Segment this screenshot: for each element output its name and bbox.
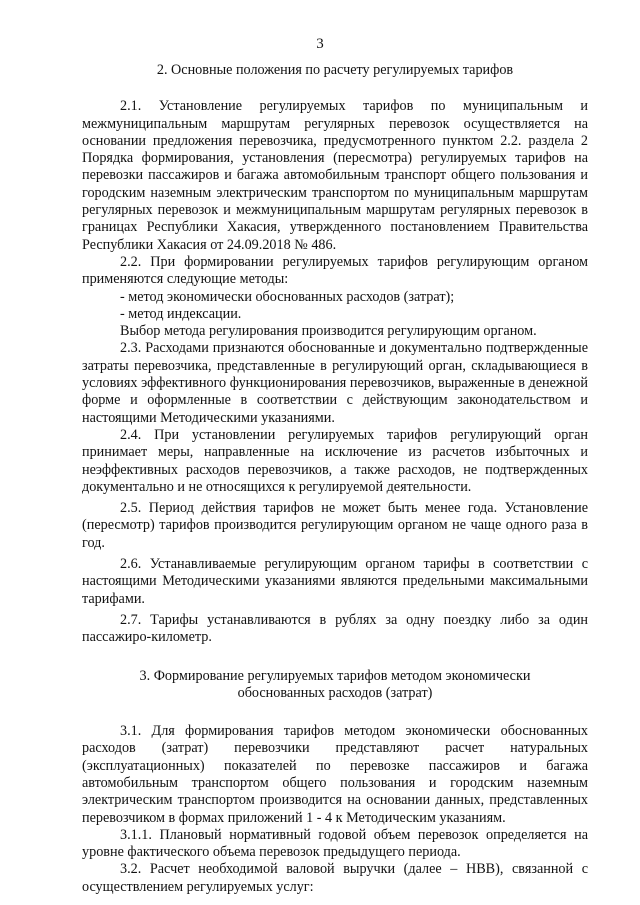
method-item-1: - метод экономически обоснованных расходов (затрат); [120, 288, 455, 305]
paragraph-3-2: 3.2. Расчет необходимой валовой выручки (далее – НВВ), связанной с осуществлением регулируемых услуг: [82, 861, 588, 895]
method-item-2: - метод индексации. [120, 305, 242, 322]
page-content [82, 62, 588, 896]
section-3-heading-line-2: обоснованных расходов (затрат) [237, 684, 433, 701]
method-choice-text: Выбор метода регулирования производится регулирующим органом. [120, 323, 537, 340]
paragraph-2-7: 2.7. Тарифы устанавливаются в рублях за одну поездку либо за один пассажиро-километр. [82, 611, 588, 646]
section-3-heading [82, 668, 588, 703]
paragraph-3-1: 3.1. Для формирования тарифов методом экономически обоснованных расходов (затрат) перевозчики представляют расчет натуральных (эксплуатационных) показателей по перевозке пассажиров и багажа автомобильным транспортом общего пользования и городским наземным электрическим транспортом производится на основании данных, представленных перевозчиком в формах приложений 1 - 4 к Методическим указаниям. [82, 723, 588, 826]
paragraph-2-4: 2.4. При установлении регулируемых тарифов регулирующий орган принимает меры, направленные на исключение из расчетов избыточных и неэффективных расходов перевозчиков, а также расходов, не подтвержденных документально и не относящихся к регулируемой деятельности. [82, 426, 588, 495]
paragraph-2-1: 2.1. Установление регулируемых тарифов по муниципальным и межмуниципальным маршрутам регулярных перевозок осуществляется на основании предложения перевозчика, предусмотренного пунктом 2.2. раздела 2 Порядка формирования, установления (пересмотра) регулируемых тарифов на перевозки пассажиров и багажа автомобильным транспорт общего пользования и городским наземным электрическим транспортом по муниципальным маршрутам регулярных перевозок и межмуниципальным маршрутам регулярных перевозок в границах Республики Хакасия, утвержденного постановлением Правительства Республики Хакасия от 24.09.2018 № 486. [82, 98, 588, 253]
section-3-heading-line-1: 3. Формирование регулируемых тарифов методом экономически [139, 667, 531, 684]
section-2-heading: 2. Основные положения по расчету регулируемых тарифов [156, 62, 514, 78]
paragraph-2-3: 2.3. Расходами признаются обоснованные и документально подтвержденные затраты перевозчика, представленные в регулирующий орган, складывающиеся в условиях эффективного функционирования перевозчиков, выраженные в денежной форме и оформленные в соответствии с действующим законодательством и настоящими Методическими указаниями. [82, 340, 588, 426]
paragraph-2-2: 2.2. При формировании регулируемых тарифов регулирующим органом применяются следующие методы: [82, 253, 588, 288]
paragraph-2-5: 2.5. Период действия тарифов не может быть менее года. Установление (пересмотр) тарифов производится регулирующим органом не чаще одного раза в год. [82, 500, 588, 551]
paragraph-2-6: 2.6. Устанавливаемые регулирующим органом тарифы в соответствии с настоящими Методическими указаниями являются предельными максимальными тарифами. [82, 556, 588, 607]
page-number: 3 [316, 36, 324, 52]
paragraph-3-1-1: 3.1.1. Плановый нормативный годовой объем перевозок определяется на уровне фактического объема перевозок предыдущего периода. [82, 826, 588, 861]
